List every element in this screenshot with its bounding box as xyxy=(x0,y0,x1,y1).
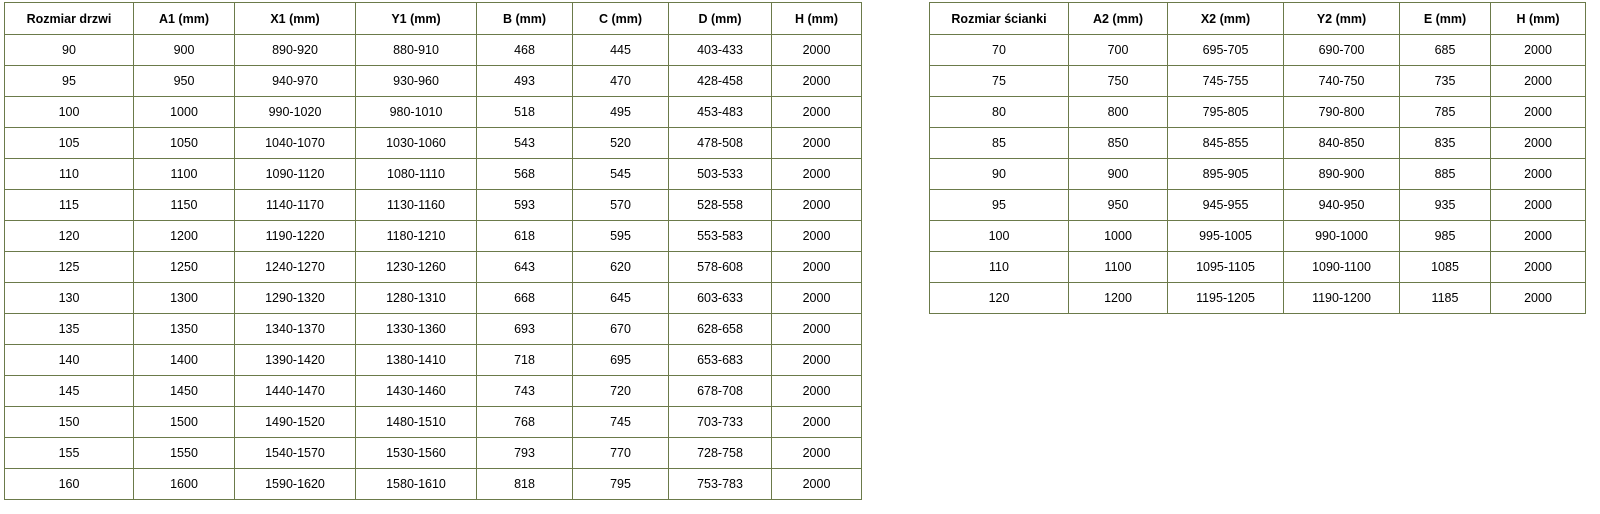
table-cell: 105 xyxy=(5,128,134,159)
table-cell: 568 xyxy=(477,159,573,190)
table-row xyxy=(930,283,1586,314)
table-cell: 1600 xyxy=(134,469,235,500)
table-cell: 1140-1170 xyxy=(235,190,356,221)
doors-dimensions-table-container xyxy=(4,2,862,500)
table-row xyxy=(5,314,862,345)
table-cell: 795 xyxy=(573,469,669,500)
table-row xyxy=(5,190,862,221)
table-cell: 595 xyxy=(573,221,669,252)
table-cell: 445 xyxy=(573,35,669,66)
table-cell: 2000 xyxy=(1491,221,1586,252)
table-cell: 2000 xyxy=(772,35,862,66)
table-cell: 840-850 xyxy=(1284,128,1400,159)
table-cell: 703-733 xyxy=(669,407,772,438)
table-row xyxy=(930,221,1586,252)
table-cell: 1190-1200 xyxy=(1284,283,1400,314)
table-row xyxy=(5,376,862,407)
table-cell: 818 xyxy=(477,469,573,500)
table-cell: 985 xyxy=(1400,221,1491,252)
table-cell: 670 xyxy=(573,314,669,345)
column-header-y2: Y2 (mm) xyxy=(1284,3,1400,35)
table-cell: 1080-1110 xyxy=(356,159,477,190)
table-cell: 470 xyxy=(573,66,669,97)
column-header-c: C (mm) xyxy=(573,3,669,35)
table-row xyxy=(930,190,1586,221)
table-cell: 135 xyxy=(5,314,134,345)
table-cell: 1040-1070 xyxy=(235,128,356,159)
table-cell: 745 xyxy=(573,407,669,438)
table-cell: 1550 xyxy=(134,438,235,469)
table-cell: 1290-1320 xyxy=(235,283,356,314)
table-cell: 1350 xyxy=(134,314,235,345)
table-row xyxy=(930,128,1586,159)
table-cell: 2000 xyxy=(772,469,862,500)
table-cell: 1590-1620 xyxy=(235,469,356,500)
table-cell: 628-658 xyxy=(669,314,772,345)
table-cell: 880-910 xyxy=(356,35,477,66)
table-cell: 2000 xyxy=(772,128,862,159)
table-row xyxy=(5,283,862,314)
table-cell: 100 xyxy=(930,221,1069,252)
table-cell: 403-433 xyxy=(669,35,772,66)
table-cell: 2000 xyxy=(1491,283,1586,314)
table-cell: 80 xyxy=(930,97,1069,128)
table-cell: 90 xyxy=(5,35,134,66)
table-cell: 2000 xyxy=(1491,97,1586,128)
table-cell: 1440-1470 xyxy=(235,376,356,407)
table-cell: 2000 xyxy=(772,438,862,469)
table-cell: 720 xyxy=(573,376,669,407)
table-cell: 2000 xyxy=(1491,252,1586,283)
column-header-h: H (mm) xyxy=(1491,3,1586,35)
table-cell: 90 xyxy=(930,159,1069,190)
table-cell: 155 xyxy=(5,438,134,469)
table-cell: 990-1020 xyxy=(235,97,356,128)
table-cell: 990-1000 xyxy=(1284,221,1400,252)
table-row xyxy=(5,128,862,159)
table-cell: 728-758 xyxy=(669,438,772,469)
table-cell: 1100 xyxy=(134,159,235,190)
table-row xyxy=(5,252,862,283)
table-cell: 1190-1220 xyxy=(235,221,356,252)
table-cell: 1000 xyxy=(1069,221,1168,252)
table-cell: 1230-1260 xyxy=(356,252,477,283)
table-row xyxy=(5,345,862,376)
table-cell: 620 xyxy=(573,252,669,283)
table-cell: 578-608 xyxy=(669,252,772,283)
table-cell: 900 xyxy=(134,35,235,66)
table-cell: 553-583 xyxy=(669,221,772,252)
table-cell: 845-855 xyxy=(1168,128,1284,159)
table-cell: 543 xyxy=(477,128,573,159)
table-cell: 1580-1610 xyxy=(356,469,477,500)
table-cell: 885 xyxy=(1400,159,1491,190)
walls-table-header xyxy=(930,3,1586,35)
table-cell: 100 xyxy=(5,97,134,128)
table-row xyxy=(5,97,862,128)
column-header-a2: A2 (mm) xyxy=(1069,3,1168,35)
table-row xyxy=(930,252,1586,283)
table-cell: 520 xyxy=(573,128,669,159)
column-header-b: B (mm) xyxy=(477,3,573,35)
table-cell: 1500 xyxy=(134,407,235,438)
table-cell: 1090-1120 xyxy=(235,159,356,190)
walls-dimensions-table-container xyxy=(929,2,1586,314)
table-cell: 800 xyxy=(1069,97,1168,128)
table-row xyxy=(5,221,862,252)
table-cell: 980-1010 xyxy=(356,97,477,128)
table-cell: 890-920 xyxy=(235,35,356,66)
table-cell: 695-705 xyxy=(1168,35,1284,66)
doors-dimensions-table xyxy=(4,2,862,500)
table-cell: 940-970 xyxy=(235,66,356,97)
table-cell: 2000 xyxy=(772,190,862,221)
table-cell: 1480-1510 xyxy=(356,407,477,438)
table-cell: 695 xyxy=(573,345,669,376)
table-cell: 125 xyxy=(5,252,134,283)
table-cell: 1430-1460 xyxy=(356,376,477,407)
table-row xyxy=(930,159,1586,190)
table-cell: 2000 xyxy=(772,376,862,407)
table-cell: 690-700 xyxy=(1284,35,1400,66)
column-header-y1: Y1 (mm) xyxy=(356,3,477,35)
table-cell: 503-533 xyxy=(669,159,772,190)
table-cell: 1195-1205 xyxy=(1168,283,1284,314)
table-cell: 693 xyxy=(477,314,573,345)
table-cell: 770 xyxy=(573,438,669,469)
table-cell: 120 xyxy=(930,283,1069,314)
table-cell: 1090-1100 xyxy=(1284,252,1400,283)
table-cell: 150 xyxy=(5,407,134,438)
table-cell: 1130-1160 xyxy=(356,190,477,221)
table-cell: 645 xyxy=(573,283,669,314)
table-row xyxy=(930,66,1586,97)
table-cell: 753-783 xyxy=(669,469,772,500)
table-cell: 940-950 xyxy=(1284,190,1400,221)
table-cell: 890-900 xyxy=(1284,159,1400,190)
table-cell: 545 xyxy=(573,159,669,190)
table-row xyxy=(5,438,862,469)
column-header-d: D (mm) xyxy=(669,3,772,35)
table-cell: 75 xyxy=(930,66,1069,97)
table-cell: 95 xyxy=(930,190,1069,221)
column-header-h: H (mm) xyxy=(772,3,862,35)
table-cell: 160 xyxy=(5,469,134,500)
table-row xyxy=(930,35,1586,66)
table-cell: 120 xyxy=(5,221,134,252)
table-cell: 1300 xyxy=(134,283,235,314)
table-cell: 145 xyxy=(5,376,134,407)
table-cell: 85 xyxy=(930,128,1069,159)
table-cell: 2000 xyxy=(772,159,862,190)
table-cell: 740-750 xyxy=(1284,66,1400,97)
table-cell: 685 xyxy=(1400,35,1491,66)
table-cell: 603-633 xyxy=(669,283,772,314)
table-row xyxy=(5,407,862,438)
table-cell: 1150 xyxy=(134,190,235,221)
table-cell: 653-683 xyxy=(669,345,772,376)
table-cell: 935 xyxy=(1400,190,1491,221)
table-cell: 428-458 xyxy=(669,66,772,97)
table-cell: 2000 xyxy=(772,66,862,97)
table-cell: 495 xyxy=(573,97,669,128)
table-cell: 2000 xyxy=(772,221,862,252)
table-cell: 570 xyxy=(573,190,669,221)
column-header-x2: X2 (mm) xyxy=(1168,3,1284,35)
table-cell: 950 xyxy=(134,66,235,97)
column-header-x1: X1 (mm) xyxy=(235,3,356,35)
table-cell: 1200 xyxy=(134,221,235,252)
table-cell: 140 xyxy=(5,345,134,376)
table-cell: 1490-1520 xyxy=(235,407,356,438)
table-cell: 1240-1270 xyxy=(235,252,356,283)
table-cell: 1530-1560 xyxy=(356,438,477,469)
table-cell: 1030-1060 xyxy=(356,128,477,159)
table-cell: 2000 xyxy=(1491,159,1586,190)
table-cell: 2000 xyxy=(772,283,862,314)
table-row xyxy=(5,159,862,190)
table-row xyxy=(5,66,862,97)
table-cell: 1540-1570 xyxy=(235,438,356,469)
table-cell: 70 xyxy=(930,35,1069,66)
table-cell: 468 xyxy=(477,35,573,66)
doors-table-header xyxy=(5,3,862,35)
table-cell: 745-755 xyxy=(1168,66,1284,97)
table-cell: 1100 xyxy=(1069,252,1168,283)
table-cell: 850 xyxy=(1069,128,1168,159)
table-cell: 1000 xyxy=(134,97,235,128)
table-cell: 790-800 xyxy=(1284,97,1400,128)
doors-table-body xyxy=(5,35,862,500)
table-cell: 453-483 xyxy=(669,97,772,128)
table-cell: 793 xyxy=(477,438,573,469)
column-header-a1: A1 (mm) xyxy=(134,3,235,35)
table-cell: 1200 xyxy=(1069,283,1168,314)
table-cell: 1180-1210 xyxy=(356,221,477,252)
table-cell: 835 xyxy=(1400,128,1491,159)
table-cell: 735 xyxy=(1400,66,1491,97)
table-cell: 900 xyxy=(1069,159,1168,190)
table-cell: 2000 xyxy=(772,252,862,283)
table-cell: 1050 xyxy=(134,128,235,159)
table-cell: 2000 xyxy=(772,407,862,438)
column-header-rozmiar-drzwi: Rozmiar drzwi xyxy=(5,3,134,35)
table-cell: 1340-1370 xyxy=(235,314,356,345)
table-cell: 700 xyxy=(1069,35,1168,66)
table-cell: 1085 xyxy=(1400,252,1491,283)
table-header-row xyxy=(930,3,1586,35)
table-cell: 950 xyxy=(1069,190,1168,221)
table-cell: 2000 xyxy=(772,97,862,128)
table-cell: 718 xyxy=(477,345,573,376)
table-cell: 1380-1410 xyxy=(356,345,477,376)
table-cell: 1450 xyxy=(134,376,235,407)
table-cell: 130 xyxy=(5,283,134,314)
table-cell: 1390-1420 xyxy=(235,345,356,376)
table-cell: 945-955 xyxy=(1168,190,1284,221)
table-cell: 493 xyxy=(477,66,573,97)
table-cell: 110 xyxy=(930,252,1069,283)
table-cell: 2000 xyxy=(1491,190,1586,221)
table-row xyxy=(930,97,1586,128)
table-header-row xyxy=(5,3,862,35)
table-cell: 1185 xyxy=(1400,283,1491,314)
table-cell: 995-1005 xyxy=(1168,221,1284,252)
table-cell: 895-905 xyxy=(1168,159,1284,190)
table-cell: 618 xyxy=(477,221,573,252)
table-cell: 478-508 xyxy=(669,128,772,159)
table-cell: 1280-1310 xyxy=(356,283,477,314)
table-cell: 115 xyxy=(5,190,134,221)
table-cell: 930-960 xyxy=(356,66,477,97)
walls-dimensions-table xyxy=(929,2,1586,314)
table-cell: 1330-1360 xyxy=(356,314,477,345)
table-cell: 518 xyxy=(477,97,573,128)
table-cell: 2000 xyxy=(1491,66,1586,97)
table-cell: 795-805 xyxy=(1168,97,1284,128)
table-row xyxy=(5,35,862,66)
table-cell: 1250 xyxy=(134,252,235,283)
column-header-e: E (mm) xyxy=(1400,3,1491,35)
table-cell: 1400 xyxy=(134,345,235,376)
walls-table-body xyxy=(930,35,1586,314)
table-cell: 668 xyxy=(477,283,573,314)
table-cell: 750 xyxy=(1069,66,1168,97)
table-cell: 1095-1105 xyxy=(1168,252,1284,283)
column-header-rozmiar-scianki: Rozmiar ścianki xyxy=(930,3,1069,35)
table-cell: 768 xyxy=(477,407,573,438)
table-row xyxy=(5,469,862,500)
table-cell: 593 xyxy=(477,190,573,221)
table-cell: 2000 xyxy=(1491,128,1586,159)
table-cell: 678-708 xyxy=(669,376,772,407)
table-cell: 2000 xyxy=(772,345,862,376)
table-cell: 110 xyxy=(5,159,134,190)
table-cell: 2000 xyxy=(1491,35,1586,66)
table-cell: 785 xyxy=(1400,97,1491,128)
table-cell: 643 xyxy=(477,252,573,283)
table-cell: 528-558 xyxy=(669,190,772,221)
table-cell: 95 xyxy=(5,66,134,97)
table-cell: 743 xyxy=(477,376,573,407)
table-cell: 2000 xyxy=(772,314,862,345)
